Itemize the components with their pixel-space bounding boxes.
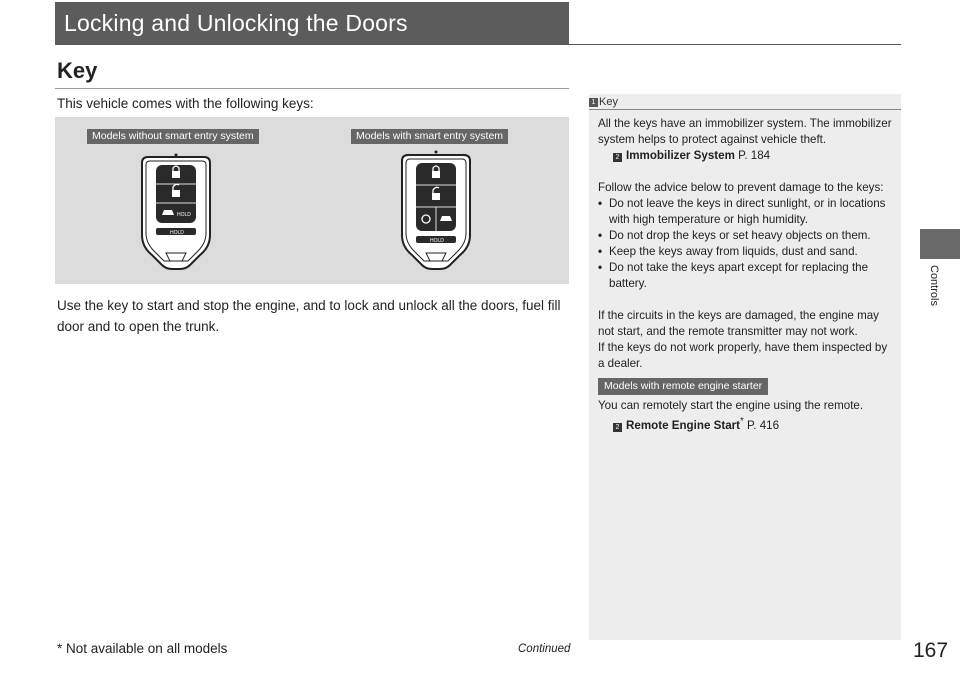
chapter-banner [55,2,569,45]
sidebar-body [598,116,894,434]
sidebar-note [589,94,901,640]
section-rule [55,88,569,89]
sidebar-rule [589,109,901,110]
reference-immobilizer[interactable]: 2 Immobilizer System P. 184 [598,148,894,164]
care-list [598,196,894,292]
chapter-tab [920,229,960,259]
hold-text: HOLD [170,230,184,236]
chapter-tab-label: Controls [928,265,940,306]
list-item: • Keep the keys away from liquids, dust and sand. [598,244,894,260]
sidebar-heading: 1 Key [589,96,618,108]
header-rule [569,44,901,45]
sidebar-paragraph: Follow the advice below to prevent damage to the keys: [598,181,884,194]
list-item: • Do not take the keys apart except for replacing the battery. [598,260,894,292]
list-item: • Do not drop the keys or set heavy objects on them. [598,228,894,244]
list-item: • Do not leave the keys in direct sunlight, or in locations with high temperature or high humidity. [598,196,894,228]
section-heading: Key [57,58,98,83]
sidebar-paragraph: You can remotely start the engine using the remote. [598,399,864,412]
tag-without-smart-entry: Models without smart entry system [87,129,259,144]
footnote: * Not available on all models [57,641,228,656]
page-title: Locking and Unlocking the Doors [64,10,408,36]
sidebar-paragraph: If the keys do not work properly, have them inspected by a dealer. [598,341,888,370]
hold-text: HOLD [430,238,444,244]
tag-remote-engine-starter: Models with remote engine starter [598,378,768,395]
sidebar-paragraph: If the circuits in the keys are damaged, the engine may not start, and the remote transmitter may not work. [598,309,879,338]
reference-arrow-icon: 2 [613,423,622,432]
continued-label: Continued [518,643,571,655]
hold-text: HOLD [177,212,191,218]
body-text: Use the key to start and stop the engine, and to lock and unlock all the doors, fuel fill door and to open the trunk. [57,298,561,334]
key-fob-standard-icon [140,151,212,273]
reference-remote-engine-start[interactable]: 2 Remote Engine Start* P. 416 [598,414,894,434]
reference-arrow-icon: 2 [613,153,622,162]
key-fob-smart-icon [400,147,472,273]
intro-text: This vehicle comes with the following keys: [57,96,314,111]
key-figure [55,117,569,284]
page-number: 167 [913,639,949,662]
tag-with-smart-entry: Models with smart entry system [351,129,508,144]
sidebar-paragraph: All the keys have an immobilizer system. The immobilizer system helps to protect against vehicle theft. [598,117,892,146]
note-marker-icon: 1 [589,98,598,107]
